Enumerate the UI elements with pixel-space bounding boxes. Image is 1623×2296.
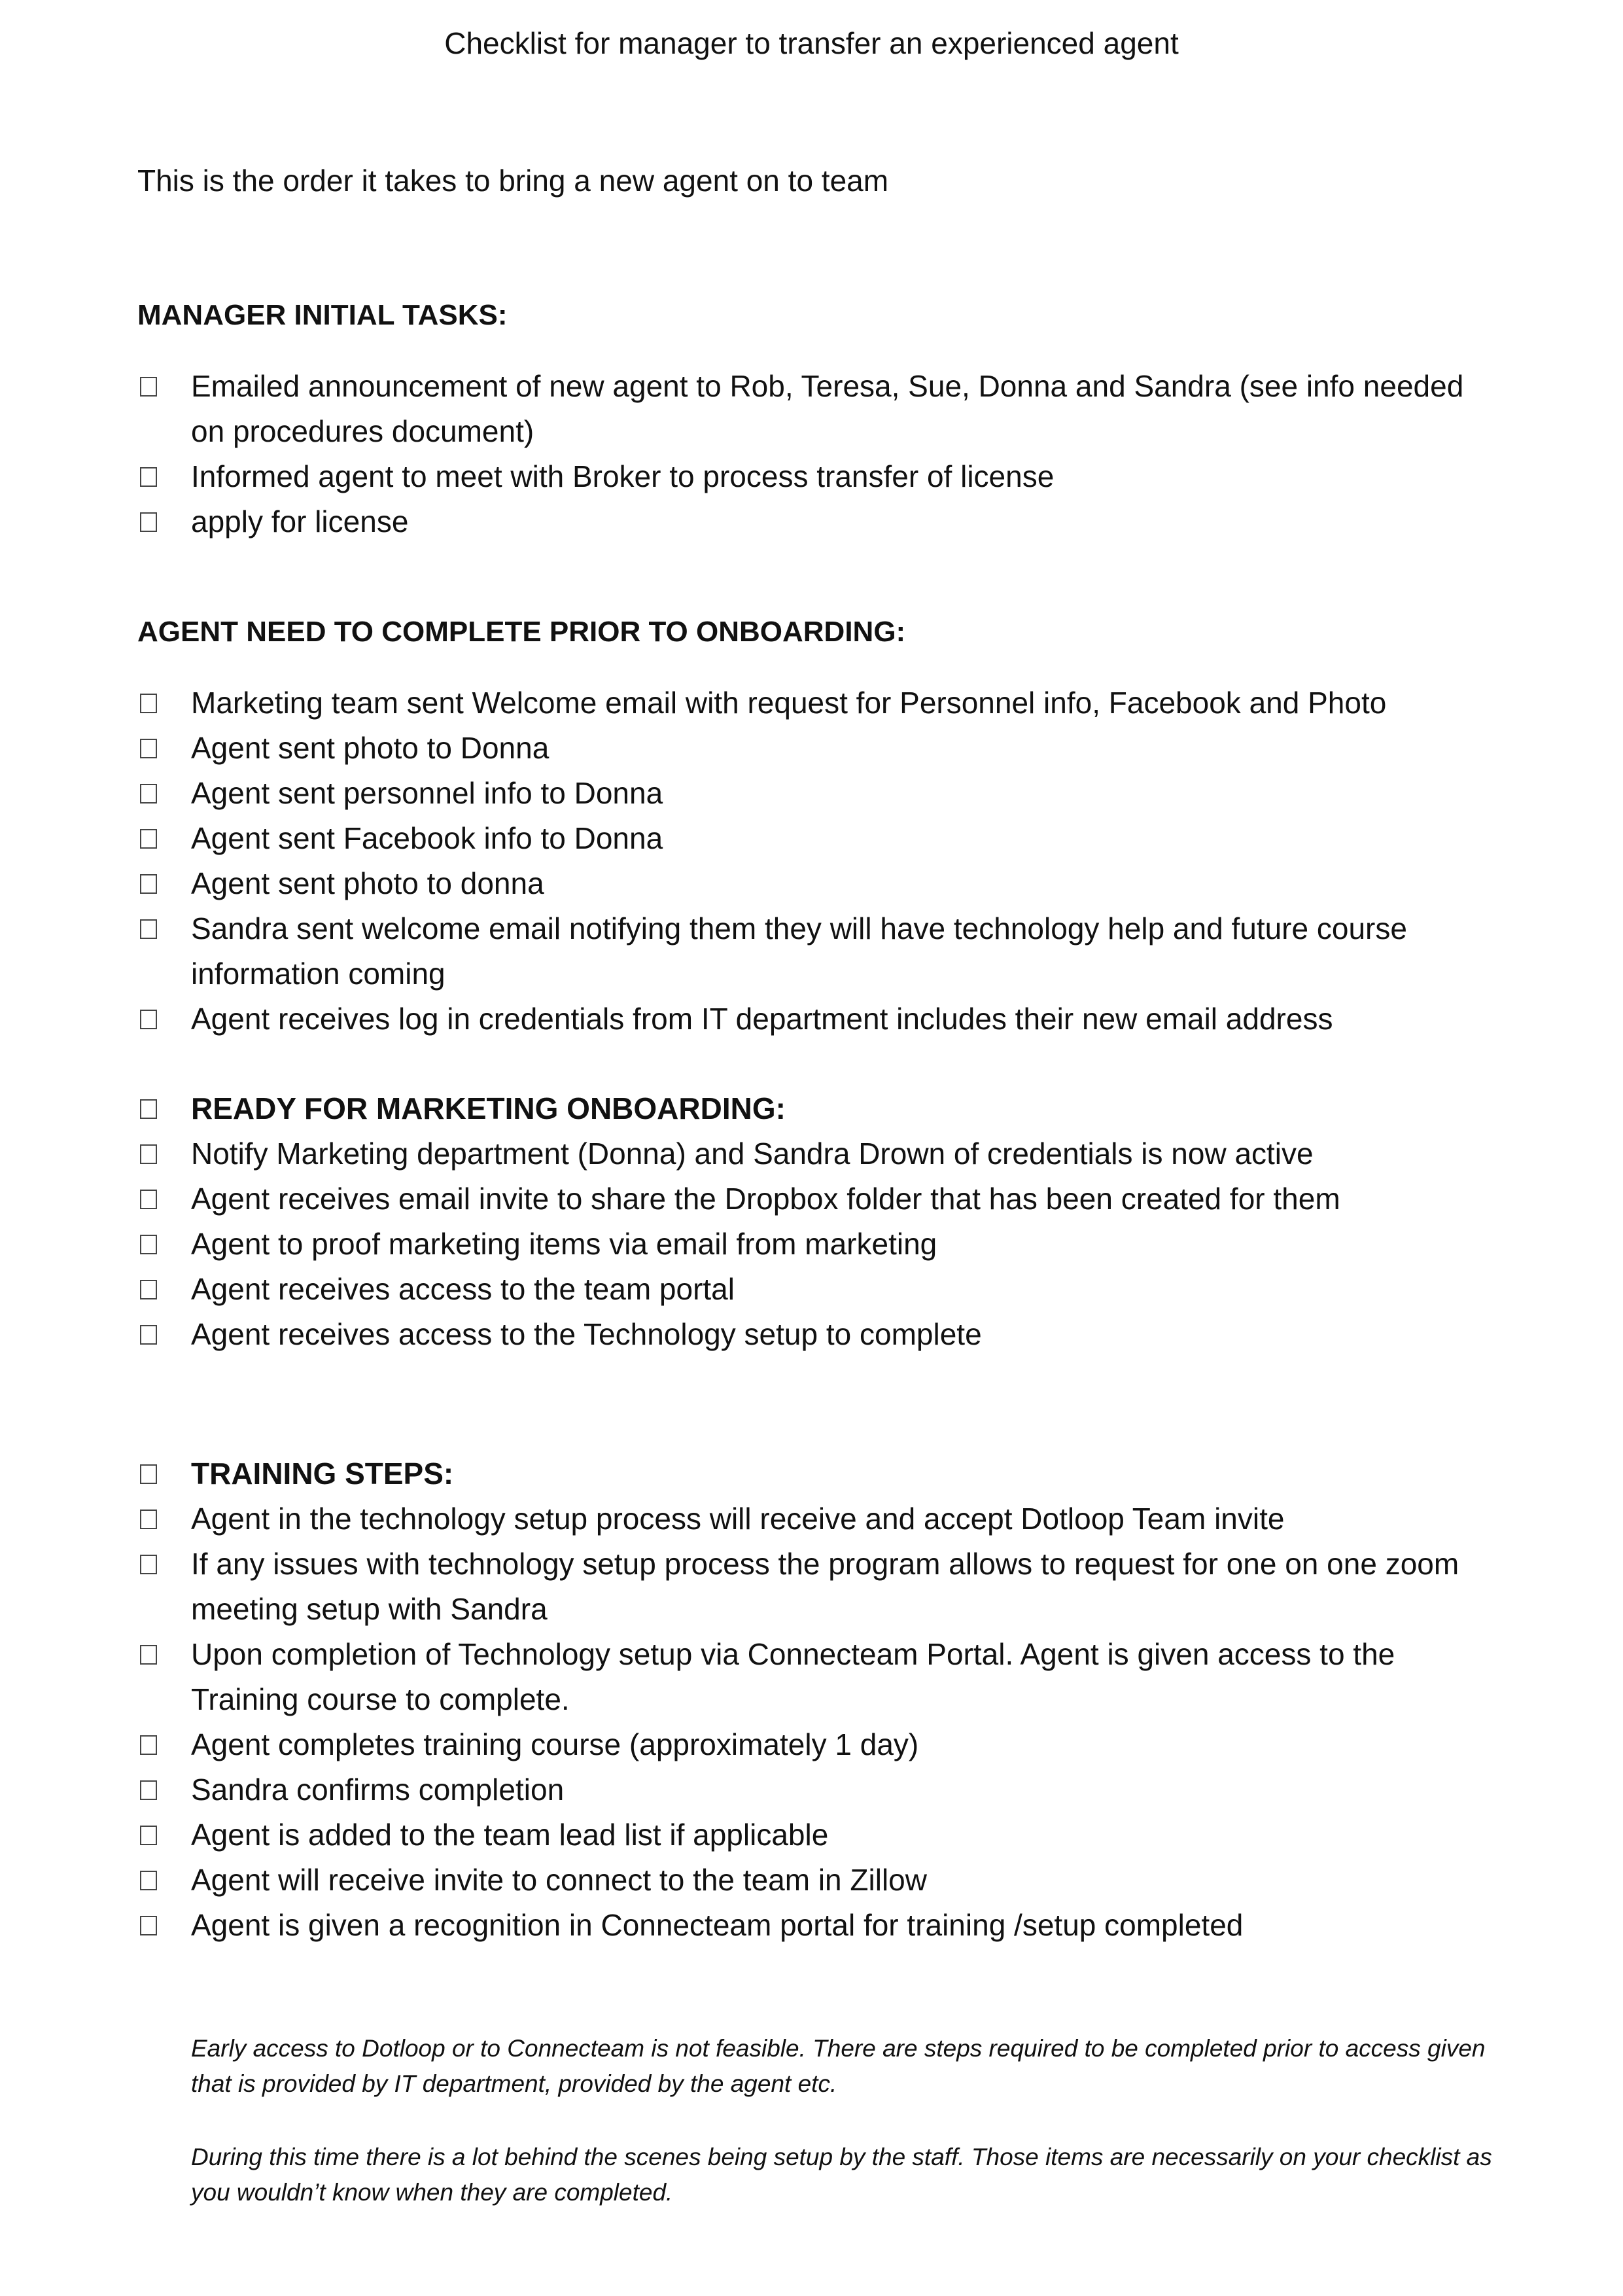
checklist-item <box>137 726 1485 771</box>
checklist-item-text: Agent in the technology setup process will receive and accept Dotloop Team invite <box>191 1502 1285 1536</box>
checklist-item <box>137 1542 1498 1632</box>
checklist-item <box>137 364 1498 454</box>
checklist-item-text: Agent sent personnel info to Donna <box>191 776 663 810</box>
checkbox[interactable] <box>140 874 157 894</box>
checklist-item-heading <box>137 1451 1498 1496</box>
checklist-item-text: Agent receives access to the team portal <box>191 1272 735 1306</box>
checkbox[interactable] <box>140 1325 157 1345</box>
checklist-item-text: Agent will receive invite to connect to the team in Zillow <box>191 1863 927 1897</box>
checklist-item <box>137 1496 1498 1542</box>
checkbox[interactable] <box>140 1510 157 1529</box>
checklist-item <box>137 1131 1511 1176</box>
checklist-training <box>137 1451 1498 1948</box>
checklist-item-text: Agent is given a recognition in Connecteam portal for training /setup completed <box>191 1908 1244 1942</box>
section-heading-agent-prior: AGENT NEED TO COMPLETE PRIOR TO ONBOARDING: <box>137 616 906 648</box>
checklist-item-text: If any issues with technology setup process the program allows to request for one on one zoom meeting setup with Sandra <box>191 1547 1459 1626</box>
checkbox[interactable] <box>140 467 157 487</box>
checklist-item <box>137 1722 1498 1767</box>
checklist-item <box>137 816 1485 861</box>
checklist-item <box>137 499 1498 544</box>
checkbox[interactable] <box>140 829 157 849</box>
checkbox[interactable] <box>140 919 157 939</box>
checklist-item-text: Upon completion of Technology setup via Connecteam Portal. Agent is given access to the Training course to complete. <box>191 1637 1395 1716</box>
checkbox[interactable] <box>140 1645 157 1665</box>
checkbox[interactable] <box>140 694 157 713</box>
checklist-item-text: Notify Marketing department (Donna) and Sandra Drown of credentials is now active <box>191 1137 1314 1171</box>
checklist-item-text: Agent receives email invite to share the Dropbox folder that has been created for them <box>191 1182 1340 1216</box>
checkbox[interactable] <box>140 1099 157 1119</box>
checkbox[interactable] <box>140 1916 157 1935</box>
checkbox[interactable] <box>140 377 157 397</box>
checklist-item <box>137 680 1485 726</box>
checkbox[interactable] <box>140 784 157 804</box>
note-early-access: Early access to Dotloop or to Connecteam is not feasible. There are steps required to be completed prior to access given that is provided by IT department, provided by the agent etc. <box>191 2035 1486 2097</box>
checklist-item <box>137 1267 1511 1312</box>
checklist-item-text: Agent receives access to the Technology setup to complete <box>191 1317 982 1351</box>
checkbox[interactable] <box>140 1826 157 1845</box>
section-heading-training: TRAINING STEPS: <box>191 1457 454 1491</box>
checklist-item <box>137 997 1485 1042</box>
checkbox[interactable] <box>140 1780 157 1800</box>
checklist-item <box>137 1176 1511 1222</box>
section-heading-manager: MANAGER INITIAL TASKS: <box>137 299 508 331</box>
checklist-item-text: Agent completes training course (approximately 1 day) <box>191 1727 919 1761</box>
checklist-marketing <box>137 1086 1511 1357</box>
checklist-manager <box>137 364 1498 544</box>
checklist-item <box>137 1903 1498 1948</box>
checkbox[interactable] <box>140 1871 157 1890</box>
checklist-item-text: Sandra confirms completion <box>191 1773 565 1807</box>
checklist-item <box>137 1812 1498 1858</box>
checklist-item-text: Agent sent Facebook info to Donna <box>191 821 663 855</box>
checklist-item <box>137 1858 1498 1903</box>
checkbox[interactable] <box>140 1464 157 1484</box>
checkbox[interactable] <box>140 1010 157 1029</box>
checklist-item-text: Agent sent photo to donna <box>191 866 544 900</box>
checkbox[interactable] <box>140 1144 157 1164</box>
checkbox[interactable] <box>140 1280 157 1299</box>
checkbox[interactable] <box>140 739 157 758</box>
checklist-item-text: Agent to proof marketing items via email from marketing <box>191 1227 937 1261</box>
checkbox[interactable] <box>140 1190 157 1209</box>
document-title: Checklist for manager to transfer an experienced agent <box>444 26 1179 60</box>
checkbox[interactable] <box>140 1235 157 1254</box>
checklist-item-text: Sandra sent welcome email notifying them they will have technology help and future course information coming <box>191 911 1407 991</box>
checklist-item <box>137 454 1498 499</box>
checklist-item-text: Marketing team sent Welcome email with request for Personnel info, Facebook and Photo <box>191 686 1387 720</box>
section-heading-marketing: READY FOR MARKETING ONBOARDING: <box>191 1091 786 1125</box>
checkbox[interactable] <box>140 1735 157 1755</box>
checklist-item-text: apply for license <box>191 504 409 539</box>
intro-text: This is the order it takes to bring a new agent on to team <box>137 164 889 198</box>
checklist-item-text: Agent sent photo to Donna <box>191 731 550 765</box>
checkbox[interactable] <box>140 1555 157 1574</box>
checklist-item-text: Agent receives log in credentials from IT department includes their new email address <box>191 1002 1333 1036</box>
checklist-item-text: Informed agent to meet with Broker to process transfer of license <box>191 459 1055 493</box>
checklist-item <box>137 1632 1498 1722</box>
checklist-item-text: Emailed announcement of new agent to Rob, Teresa, Sue, Donna and Sandra (see info needed on procedures document) <box>191 369 1464 448</box>
checklist-agent-prior <box>137 680 1485 1042</box>
checklist-item-text: Agent is added to the team lead list if applicable <box>191 1818 829 1852</box>
checklist-item <box>137 1312 1511 1357</box>
checklist-item <box>137 1767 1498 1812</box>
checkbox[interactable] <box>140 512 157 532</box>
checklist-item <box>137 1222 1511 1267</box>
checklist-item <box>137 771 1485 816</box>
checklist-item <box>137 861 1485 906</box>
checklist-item-heading <box>137 1086 1511 1131</box>
note-behind-scenes: During this time there is a lot behind the scenes being setup by the staff. Those items are necessarily on your checklist as you wouldn’t know when they are completed. <box>191 2144 1492 2206</box>
checklist-item <box>137 906 1485 997</box>
